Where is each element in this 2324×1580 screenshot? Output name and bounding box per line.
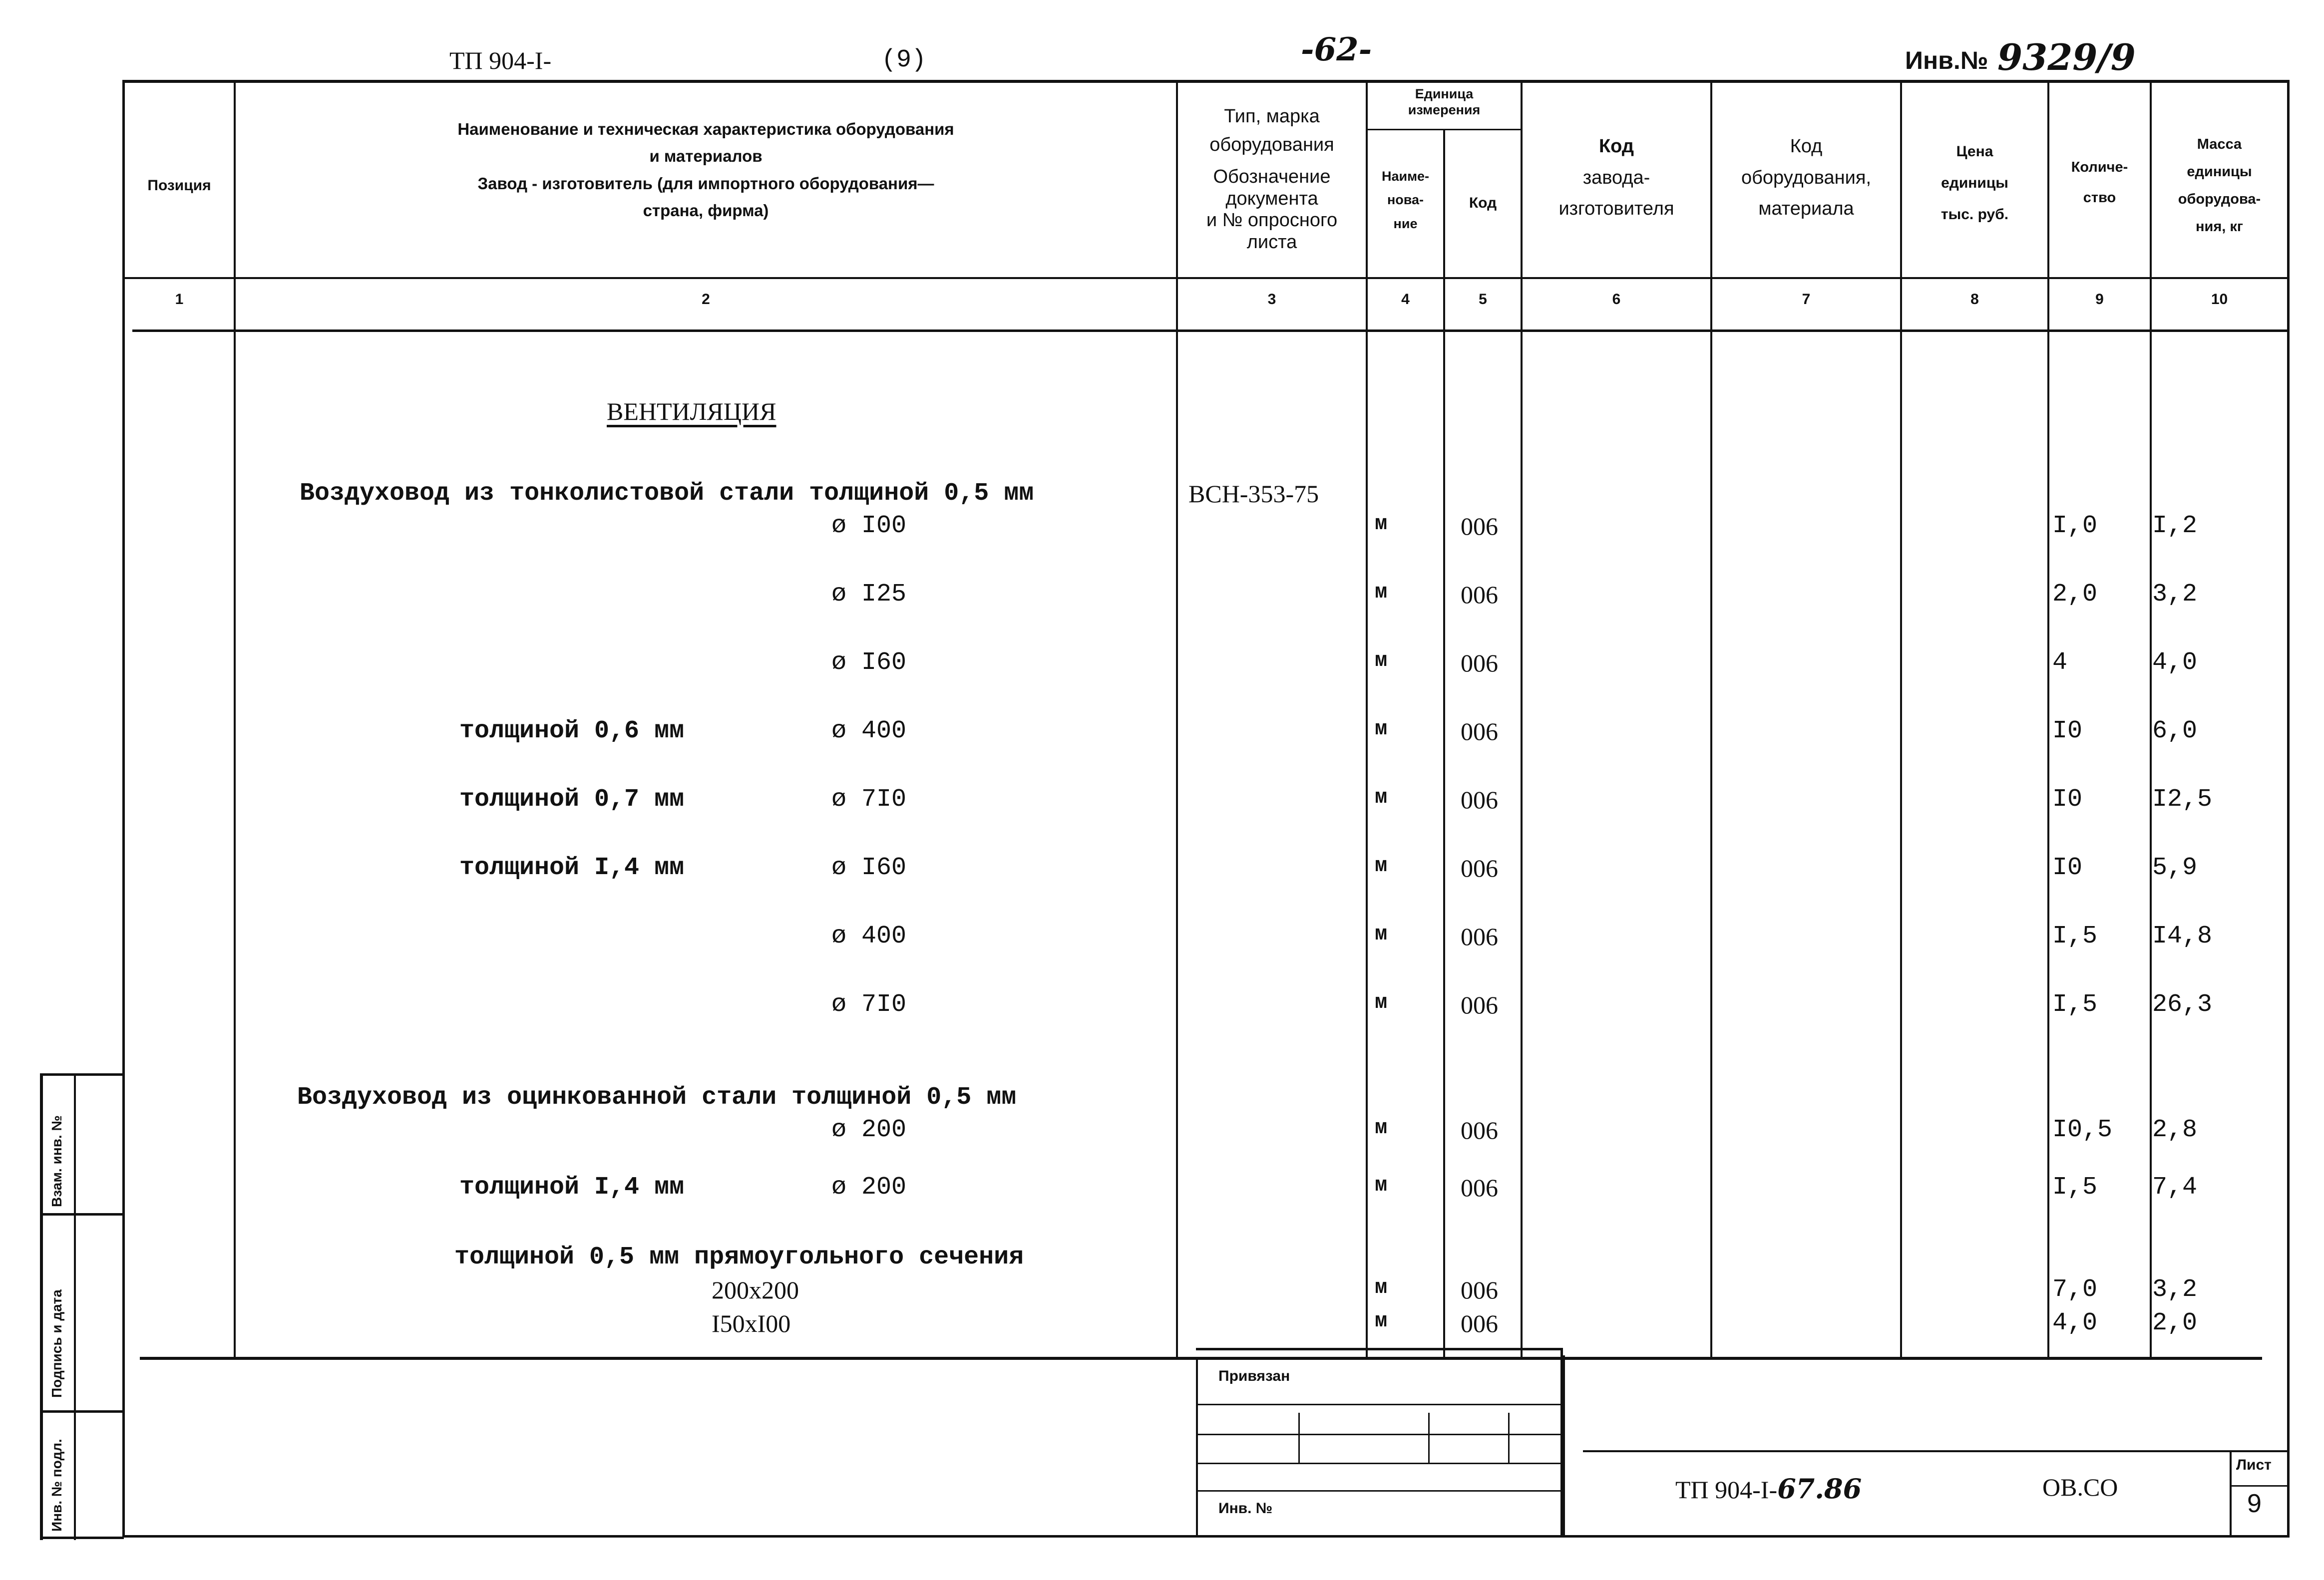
doc-code-top: ТП 904-I-: [449, 46, 552, 74]
frame-right: [2287, 80, 2290, 1538]
group2-title: Воздуховод из оцинкованной стали толщиной 0,5 мм: [297, 1083, 1017, 1112]
inv-number: 9329/9: [1997, 36, 2136, 78]
side-stamp-top: [40, 1073, 124, 1076]
col-number-4: 4: [1401, 291, 1410, 308]
hdr-unit-name: Наиме- нова- ние: [1381, 169, 1430, 231]
sheet-cell-left: [2230, 1450, 2232, 1538]
col-number-6: 6: [1612, 291, 1621, 308]
stamp-cell-1: [1298, 1413, 1300, 1463]
bound-label: Привязан: [1218, 1368, 1290, 1384]
stamp-rule-2: [1198, 1434, 1560, 1435]
side-stamp-divider: [74, 1073, 76, 1540]
col-number-8: 8: [1970, 291, 1979, 308]
inv-label: Инв.№: [1905, 46, 1988, 74]
col-line-6: [1710, 80, 1712, 1358]
hdr-quantity: Количе- ство: [2071, 159, 2128, 206]
col-line-9: [2150, 80, 2152, 1358]
col-number-1: 1: [175, 291, 184, 308]
title-block-top: [1583, 1450, 2287, 1452]
hdr-price: Цена единицы тыс. руб.: [1940, 143, 2009, 223]
hdr-type: Тип, марка оборудования Обозначение документа и № опросного листа: [1206, 106, 1338, 253]
stamp-top: [1196, 1348, 1563, 1350]
hdr-equip-code: Код оборудования, материала: [1741, 136, 1872, 220]
col-line-2: [1176, 80, 1178, 1358]
col-line-1: [234, 80, 236, 1358]
sheet-in-parens: (9): [881, 46, 927, 74]
side-stamp-rule-1: [40, 1213, 124, 1216]
hdr-name: Наименование и техническая характеристика оборудования и материалов Завод - изготовитель (для импортного оборудования— страна, фирма): [457, 120, 954, 220]
side-stamp-rule-2: [40, 1410, 124, 1413]
hdr-unit-group: Единица измерения: [1408, 86, 1481, 118]
stamp-left: [1196, 1357, 1198, 1538]
page-number: -62-: [1301, 31, 1372, 68]
stamp-inv-label: Инв. №: [1218, 1500, 1273, 1517]
stamp-section-code: ОВ.СО: [2042, 1473, 2118, 1501]
col-line-3: [1366, 80, 1368, 1358]
stamp-rule-4: [1198, 1490, 1560, 1492]
stamp-doc-code: ТП 904-I-67.86: [1675, 1473, 1862, 1505]
side-podpis: Подпись и дата: [49, 1289, 64, 1398]
col-line-7: [1900, 80, 1902, 1358]
col-line-8: [2047, 80, 2049, 1358]
section-title: ВЕНТИЛЯЦИЯ: [607, 397, 776, 425]
sheet-number: 9: [2247, 1489, 2262, 1518]
header-rule-2: [132, 329, 2290, 332]
stamp-cell-2: [1428, 1413, 1430, 1463]
group1-doc: ВСН-353-75: [1188, 480, 1319, 508]
hdr-factory-code: Код завода- изготовителя: [1558, 136, 1674, 220]
hdr-unit-code: Код: [1469, 195, 1497, 211]
group1-title: Воздуховод из тонколистовой стали толщиной 0,5 мм: [300, 479, 1034, 508]
col-number-2: 2: [702, 291, 710, 308]
header-rule-1: [122, 277, 2290, 279]
table-bottom-rule: [140, 1357, 2262, 1360]
stamp-rule-1: [1198, 1404, 1560, 1405]
col-number-3: 3: [1267, 291, 1276, 308]
col-number-5: 5: [1479, 291, 1487, 308]
title-block-left: [1563, 1355, 1565, 1535]
side-stamp-bottom: [40, 1537, 124, 1539]
frame-top: [122, 80, 2290, 83]
side-podl: Инв. № подл.: [49, 1439, 64, 1532]
col-number-10: 10: [2211, 291, 2228, 308]
hdr-mass: Масса единицы оборудова- ния, кг: [2178, 136, 2261, 235]
group3-title: толщиной 0,5 мм прямоугольного сечения: [454, 1243, 1024, 1271]
sheet-label: Лист: [2236, 1457, 2272, 1473]
col-line-5: [1521, 80, 1523, 1358]
hdr-position: Позиция: [147, 177, 211, 194]
stamp-cell-3: [1508, 1413, 1510, 1463]
side-vzam: Взам. инв. №: [49, 1115, 64, 1207]
col-number-9: 9: [2095, 291, 2104, 308]
frame-bottom: [122, 1535, 2290, 1538]
sheet-cell-rule: [2230, 1485, 2287, 1487]
col-line-4: [1443, 129, 1445, 1358]
col-number-7: 7: [1802, 291, 1811, 308]
side-stamp-left: [40, 1073, 43, 1540]
stamp-rule-3: [1198, 1463, 1560, 1464]
